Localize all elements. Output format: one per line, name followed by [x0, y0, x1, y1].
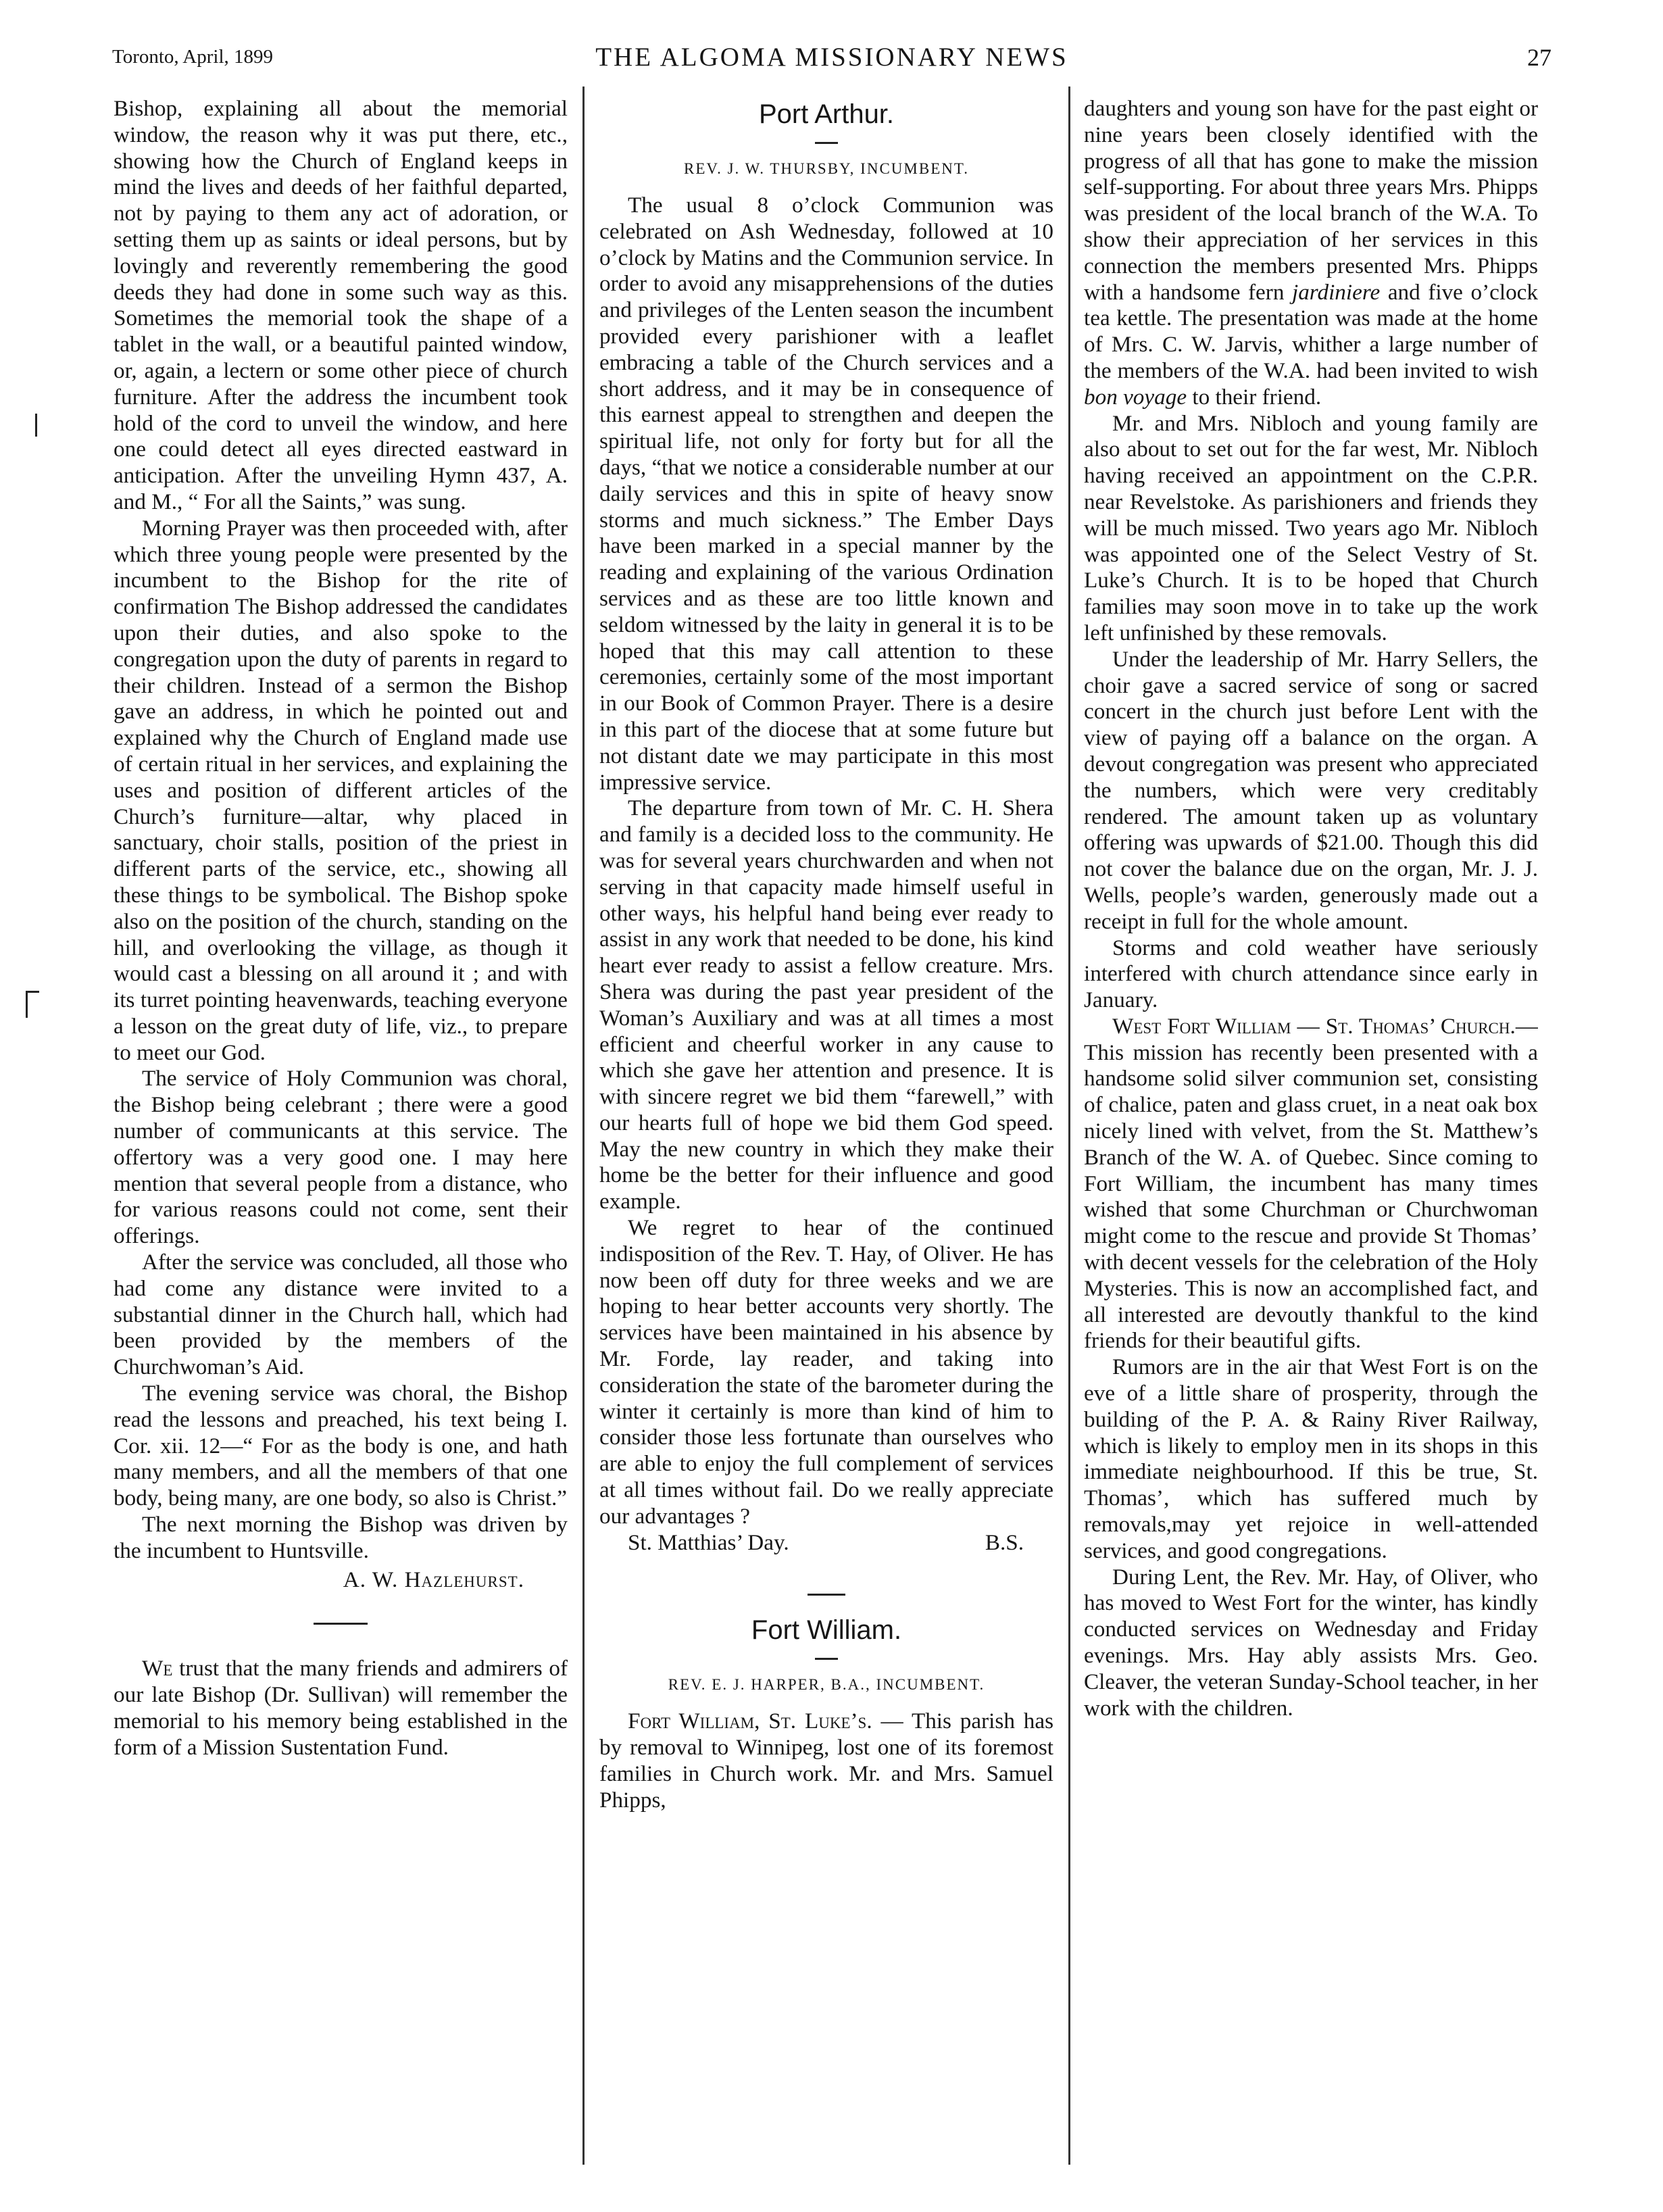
- article-paragraph: The next morning the Bishop was driven by the incumbent to Huntsville.: [114, 1512, 568, 1563]
- section-divider: [314, 1623, 368, 1625]
- article-paragraph: After the service was concluded, all those who had come any distance were invited to a substantial dinner in the Church hall, which had been provided by the members of the Churchwoman’s Aid.: [114, 1250, 568, 1380]
- paragraph-text: — This parish has by removal to Winnipeg, lost one of its foremost families in Church work. Mr. and Mrs. Samuel Phipps,: [599, 1709, 1053, 1813]
- article-paragraph: The departure from town of Mr. C. H. Shera and family is a decided loss to the community. He was for several years churchwarden and when not serving in that capacity made himself useful in other ways, his helpful hand being ever ready to assist in any work that needed to be done, his kind heart ever ready to assist a fellow creature. Mrs. Shera was during the past year president of the Woman’s Auxiliary and was at all times a most efficient and cheerful worker in any cause to which she gave her attention and presence. It is with sincere regret we bid them “farewell,” with our hearts full of hope we bid them God speed. May the new country in which they make their home be the better for their influence and good example.: [599, 795, 1053, 1214]
- article-paragraph: Bishop, explaining all about the memorial window, the reason why it was put there, etc., showing how the Church of England keeps in mind the lives and deeds of her faithful departed, not by paying to them any act of adoration, or setting them up as saints or ideal persons, but by lovingly and reverently remembering the good deeds they had done in some such way as this. Sometimes the memorial took the shape of a tablet in the wall, or a beautiful painted window, or, again, a lectern or some other piece of church furniture. After the address the incumbent took hold of the cord to unveil the window, and here one could detect all eyes directed eastward in anticipation. After the unveiling Hymn 437, A. and M., “ For all the Saints,” was sung.: [114, 96, 568, 514]
- column-middle: [599, 96, 1053, 2164]
- article-paragraph: Storms and cold weather have seriously interfered with church attendance since early in January.: [1084, 935, 1538, 1013]
- article-paragraph: Morning Prayer was then proceeded with, after which three young people were presented by the incumbent to the Bishop for the rite of confirmation The Bishop addressed the candidates upon their duties, and also spoke to the congregation upon the duty of parents in regard to their children. Instead of a sermon the Bishop gave an address, in which he pointed out and explained why the Church of England made use of certain ritual in her services, and explaining the uses and position of different articles of the Church’s furniture—altar, why placed in sanctuary, choir stalls, position of the priest in different parts of the service, etc., showing all these things to be symbolical. The Bishop spoke also on the position of the church, standing on the hill, and overlooking the village, as though it would cast a blessing on all around it ; and with its turret pointing heavenwards, teaching everyone a lesson on the great duty of life, viz., to prepare to meet our God.: [114, 515, 568, 1065]
- margin-pointer-mark: [26, 991, 28, 1018]
- article-paragraph: [1084, 96, 1538, 411]
- italic-term: bon voyage: [1084, 384, 1187, 410]
- incumbent-line: REV. J. W. THURSBY, INCUMBENT.: [684, 160, 969, 177]
- dateline-initials: B.S.: [985, 1529, 1024, 1555]
- dateline-date: St. Matthias’ Day.: [628, 1529, 789, 1555]
- paragraph-lead: West Fort William — St. Thomas’ Church.: [1112, 1013, 1516, 1039]
- author-signature: A. W. Hazlehurst.: [343, 1567, 524, 1592]
- section-title-port-arthur: Port Arthur.: [758, 99, 895, 129]
- article-paragraph: During Lent, the Rev. Mr. Hay, of Oliver, who has moved to West Fort for the winter, has kindly conducted services on Wednesday and Friday evenings. Mrs. Hay ably assists Mrs. Geo. Cleaver, the veteran Sunday-School teacher, in her work with the children.: [1084, 1564, 1538, 1721]
- article-paragraph: [599, 1709, 1053, 1813]
- column-rule-left: [582, 87, 585, 2165]
- paragraph-text: and five o’clock tea kettle. The presentation was made at the home of Mrs. C. W. Jarvis, whither a large number of the members of the W.A. had been invited to wish: [1084, 279, 1538, 383]
- article-paragraph: Rumors are in the air that West Fort is on the eve of a little share of prosperity, through the building of the P. A. & Rainy River Railway, which is likely to employ men in its shops in this immediate neighbourhood. If this be true, St. Thomas’, which has suffered much by removals,may yet rejoice in well-attended services, and good congregations.: [1084, 1354, 1538, 1563]
- section-title-fort-william: Fort William.: [751, 1615, 902, 1646]
- note-lead-word: We: [142, 1656, 173, 1681]
- italic-term: jardiniere: [1291, 279, 1381, 305]
- column-right: [1084, 96, 1538, 2164]
- title-dash: [815, 142, 838, 144]
- issue-date: Toronto, April, 1899: [112, 46, 274, 68]
- memorial-fund-note: [114, 1656, 568, 1761]
- article-paragraph: [1084, 1014, 1538, 1354]
- incumbent-line: REV. E. J. HARPER, B.A., INCUMBENT.: [668, 1676, 985, 1694]
- column-left: [114, 96, 568, 2164]
- article-paragraph: Under the leadership of Mr. Harry Sellers, the choir gave a sacred service of song or sacred concert in the church just before Lent with the view of paying off a balance on the organ. A devout congregation was present who appreciated the numbers, which were very creditably rendered. The amount taken up as voluntary offering was upwards of $21.00. Though this did not cover the balance due on the organ, Mr. J. J. Wells, people’s warden, generously made out a receipt in full for the whole amount.: [1084, 646, 1538, 934]
- dateline: [599, 1530, 1053, 1556]
- article-paragraph: We regret to hear of the continued indisposition of the Rev. T. Hay, of Oliver. He has now been off duty for three weeks and we are hoping to hear better accounts very shortly. The services have been maintained in his absence by Mr. Forde, lay reader, and taking into consideration the state of the barometer during the winter it certainly is more than kind of him to consider those less fortunate than ourselves who are able to enjoy the full complement of services at all times without fail. Do we really appreciate our advantages ?: [599, 1215, 1053, 1529]
- margin-pointer-mark-arm: [26, 991, 39, 993]
- page-number: 27: [1527, 44, 1552, 71]
- title-dash: [815, 1658, 838, 1660]
- publication-title: THE ALGOMA MISSIONARY NEWS: [595, 43, 1068, 72]
- column-rule-right: [1068, 87, 1070, 2165]
- article-paragraph: Mr. and Mrs. Nibloch and young family are also about to set out for the far west, Mr. Nibloch having received an appointment on the C.P.R. near Revelstoke. As parishioners and friends they will be much missed. Two years ago Mr. Nibloch was appointed one of the Select Vestry of St. Luke’s Church. It is to be hoped that Church families may soon move in to take up the work left unfinished by these removals.: [1084, 410, 1538, 645]
- paragraph-lead: Fort William, St. Luke’s.: [628, 1709, 872, 1734]
- section-divider: [808, 1594, 845, 1596]
- paragraph-text: daughters and young son have for the past eight or nine years been closely identified with the progress of all that has gone to make the mission self-supporting. For about three years Mrs. Phipps was president of the local branch of the W.A. To show their appreciation of her services in this connection the members presented Mrs. Phipps with a handsome fern: [1084, 96, 1538, 305]
- paragraph-text: —This mission has recently been presented with a handsome solid silver communion set, consisting of chalice, paten and glass cruet, in a neat oak box nicely lined with velvet, from the St. Matthew’s Branch of the W. A. of Quebec. Since coming to Fort William, the incumbent has many times wished that some Churchman or Churchwoman might come to the rescue and provide St Thomas’ with decent vessels for the celebration of the Holy Mysteries. This is now an accomplished fact, and all interested are devoutly thankful to the kind friends for their beautiful gifts.: [1084, 1013, 1538, 1354]
- margin-tick-mark: [35, 414, 37, 437]
- article-paragraph: The usual 8 o’clock Communion was celebrated on Ash Wednesday, followed at 10 o’clock by Matins and the Communion service. In order to avoid any misapprehensions of the duties and privileges of the Lenten season the incumbent provided every parishioner with a leaflet embracing a table of the Church services and a short address, and it may be in consequence of this earnest appeal to strengthen and deepen the spiritual life, not only for forty but for all the days, “that we notice a considerable number at our daily services and this in spite of heavy snow storms and much sickness.” The Ember Days have been marked in a special manner by the reading and explaining of the various Ordination services and as these are too little known and seldom witnessed by the laity in general it is to be hoped that this may call attention to these ceremonies, certainly some of the most important in our Book of Common Prayer. There is a desire in this part of the diocese that at some future but not distant date we may participate in this most impressive service.: [599, 193, 1053, 795]
- article-paragraph: The service of Holy Communion was choral, the Bishop being celebrant ; there were a good number of communicants at this service. The offertory was a very good one. I may here mention that several people from a distance, who for various reasons could not come, sent their offerings.: [114, 1066, 568, 1249]
- paragraph-text: to their friend.: [1187, 384, 1322, 410]
- article-paragraph: The evening service was choral, the Bishop read the lessons and preached, his text being I. Cor. xii. 12—“ For as the body is one, and hath many members, and all the members of that one body, being many, are one body, so also is Christ.”: [114, 1381, 568, 1511]
- page-header: [112, 42, 1552, 76]
- note-text: trust that the many friends and admirers of our late Bishop (Dr. Sullivan) will remember the memorial to his memory being established in the form of a Mission Sustentation Fund.: [114, 1656, 568, 1760]
